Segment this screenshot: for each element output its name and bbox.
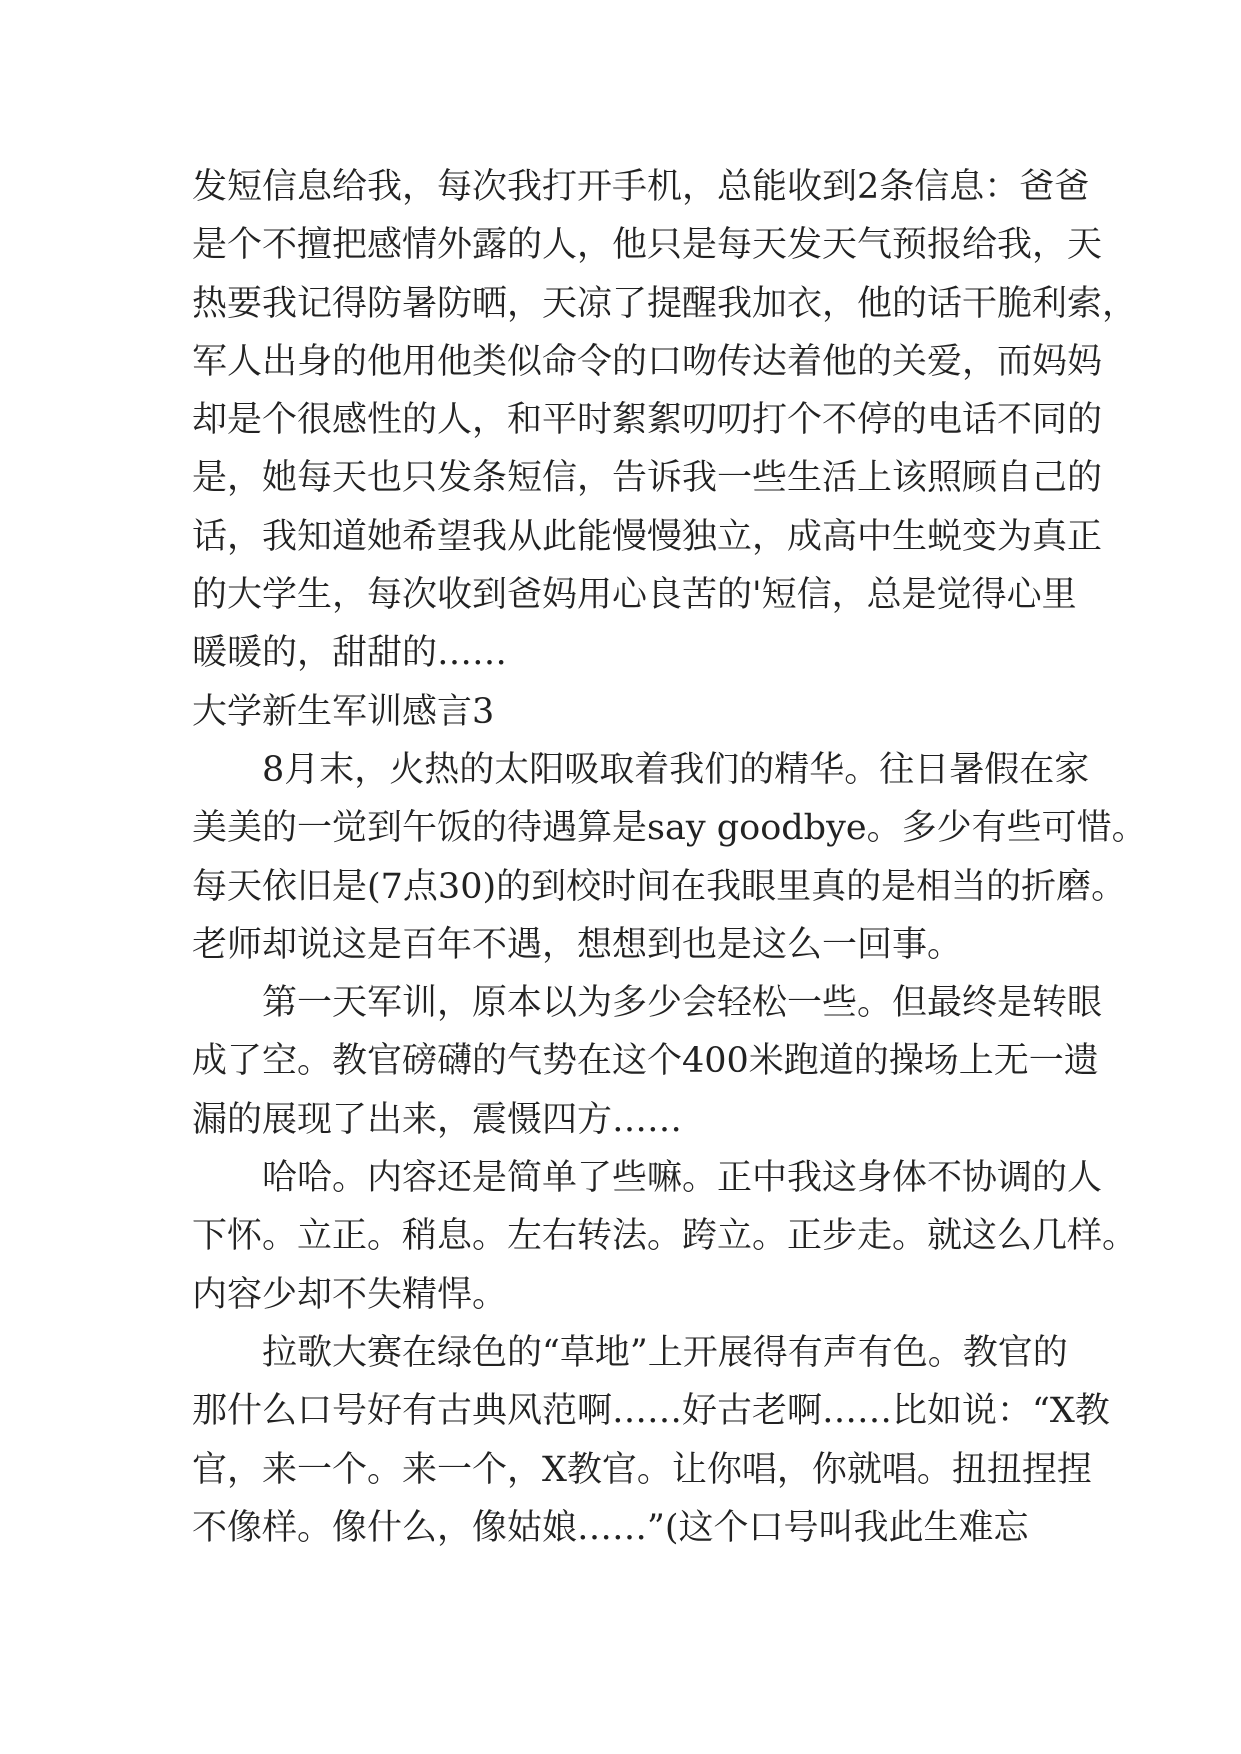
text-line: 的大学生，每次收到爸妈用心良苦的'短信，总是觉得心里 <box>192 575 1077 616</box>
text-line: 第一天军训，原本以为多少会轻松一些。但最终是转眼 <box>262 983 1103 1024</box>
text-line: 是个不擅把感情外露的人，他只是每天发天气预报给我，天 <box>192 225 1103 266</box>
paragraph <box>192 974 1103 1149</box>
text-line: 8月末，火热的太阳吸取着我们的精华。往日暑假在家 <box>262 749 1090 790</box>
text-line: 却是个很感性的人，和平时絮絮叨叨打个不停的电话不同的 <box>192 400 1103 441</box>
heading-text: 大学新生军训感言3 <box>192 691 495 732</box>
text-line: 拉歌大赛在绿色的“草地”上开展得有声有色。教官的 <box>262 1332 1068 1373</box>
text-line: 话，我知道她希望我从此能慢慢独立，成高中生蜕变为真正 <box>192 516 1103 557</box>
paragraph <box>192 1149 1138 1324</box>
text-line: 不像样。像什么，像姑娘……”(这个口号叫我此生难忘 <box>192 1507 1029 1548</box>
text-line: 美美的一觉到午饭的待遇算是say goodbye。多少有些可惜。 <box>192 808 1147 849</box>
text-line: 漏的展现了出来，震慑四方…… <box>192 1099 683 1140</box>
paragraph <box>192 158 1138 683</box>
paragraph <box>192 741 1147 974</box>
text-line: 老师却说这是百年不遇，想想到也是这么一回事。 <box>192 924 963 965</box>
section-heading <box>192 683 1062 741</box>
text-line: 每天依旧是(7点30)的到校时间在我眼里真的是相当的折磨。 <box>192 866 1127 907</box>
text-line: 成了空。教官磅礴的气势在这个400米跑道的操场上无一遗 <box>192 1041 1099 1082</box>
text-line: 暖暖的，甜甜的…… <box>192 633 508 674</box>
paragraph <box>192 1324 1110 1557</box>
text-line: 是，她每天也只发条短信，告诉我一些生活上该照顾自己的 <box>192 458 1103 499</box>
text-line: 官，来一个。来一个，X教官。让你唱，你就唱。扭扭捏捏 <box>192 1449 1092 1490</box>
text-line: 那什么口号好有古典风范啊……好古老啊……比如说：“X教 <box>192 1391 1110 1432</box>
text-line: 下怀。立正。稍息。左右转法。跨立。正步走。就这么几样。 <box>192 1216 1138 1257</box>
text-line: 热要我记得防暑防晒，天凉了提醒我加衣，他的话干脆利索， <box>192 283 1138 324</box>
document-page <box>192 158 1147 1557</box>
text-line: 发短信息给我，每次我打开手机，总能收到2条信息：爸爸 <box>192 167 1090 207</box>
text-line: 军人出身的他用他类似命令的口吻传达着他的关爱，而妈妈 <box>192 341 1103 382</box>
text-line: 内容少却不失精悍。 <box>192 1274 508 1315</box>
text-line: 哈哈。内容还是简单了些嘛。正中我这身体不协调的人 <box>262 1158 1103 1199</box>
